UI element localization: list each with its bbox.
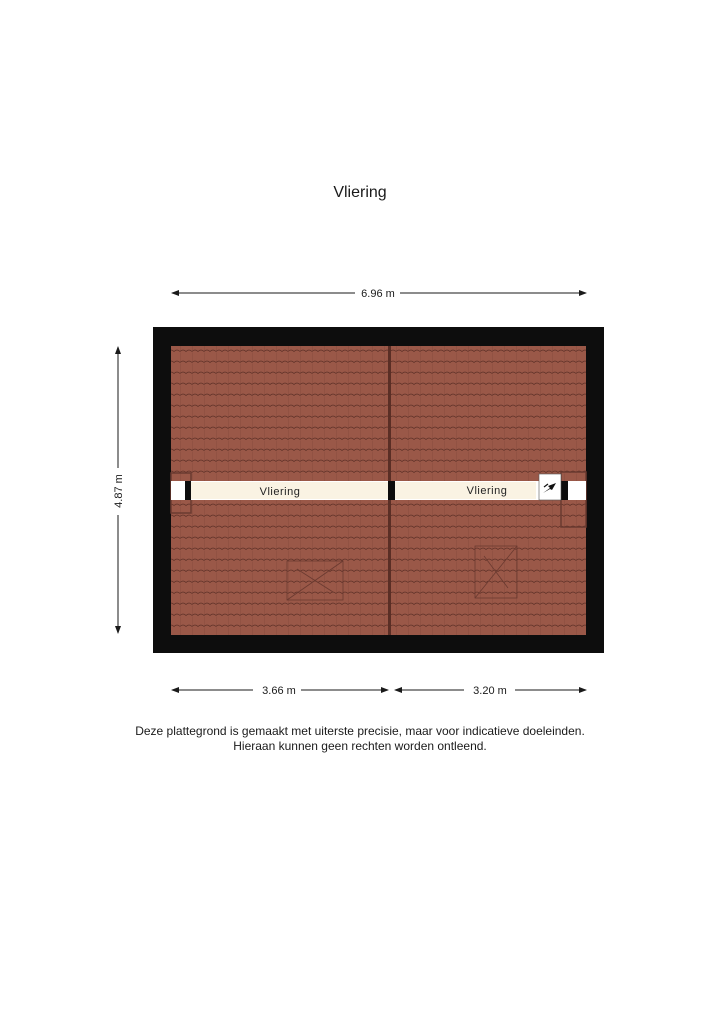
walkway-divider: [388, 481, 395, 500]
disclaimer-line-1: Deze plattegrond is gemaakt met uiterste precisie, maar voor indicatieve doeleinden.: [135, 724, 585, 738]
dimension-bottom-left: [172, 685, 388, 697]
dimension-left-label: 4.87 m: [113, 474, 125, 508]
walkway-right: [395, 482, 536, 499]
dimension-top: [172, 288, 586, 300]
room-label-right: Vliering: [466, 485, 508, 497]
disclaimer: [0, 724, 720, 754]
walkway-end-left: [185, 481, 191, 500]
disclaimer-line-2: Hieraan kunnen geen rechten worden ontleend.: [233, 739, 487, 753]
stair-icon: [539, 474, 561, 500]
walkway-end-right: [561, 481, 568, 500]
dimension-bottom-right: [395, 685, 586, 697]
room-label-left: Vliering: [259, 486, 301, 498]
dimension-bottom-left-label: 3.66 m: [262, 685, 296, 697]
dimension-left: [113, 347, 125, 633]
dimension-bottom-right-label: 3.20 m: [473, 685, 507, 697]
plan-title: Vliering: [333, 184, 387, 201]
dimension-top-label: 6.96 m: [361, 288, 395, 300]
